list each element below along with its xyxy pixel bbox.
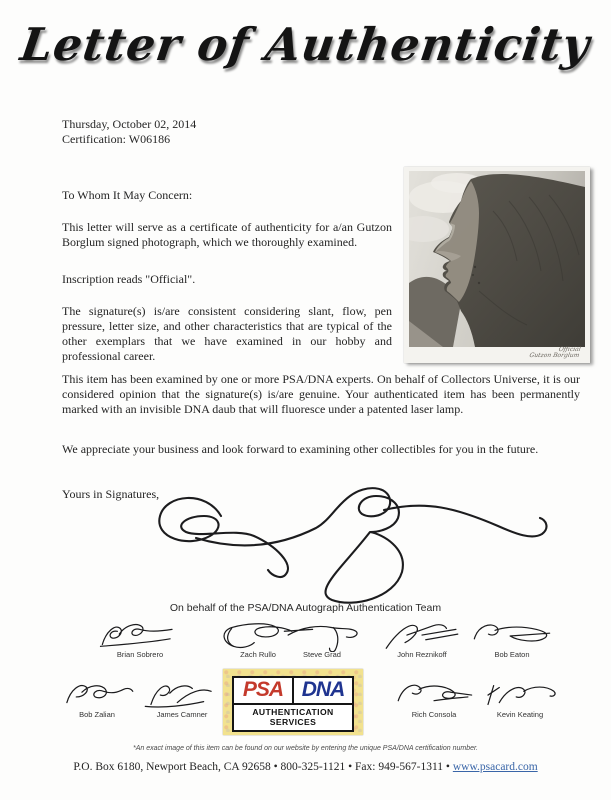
- signature-bob-zalian: [57, 680, 137, 712]
- master-signature: [126, 476, 566, 611]
- website-link[interactable]: www.psacard.com: [452, 761, 538, 773]
- photo-inscription: Official Gutzon Borglum: [528, 346, 582, 359]
- team-member-kevin-keating: [478, 680, 562, 719]
- paragraph-inscription: Inscription reads "Official".: [62, 272, 196, 286]
- team-member-bob-eaton: [466, 620, 558, 659]
- letter-title: Letter of Authenticity: [17, 18, 594, 71]
- team-member-name: Zach Rullo: [240, 650, 276, 659]
- signature-kevin-keating: [478, 680, 562, 712]
- logo-psa-text: PSA: [234, 678, 294, 703]
- closing-line: Yours in Signatures,: [62, 487, 160, 501]
- team-member-name: Rich Consola: [411, 710, 457, 719]
- signature-james-camner: [139, 680, 225, 712]
- signature-steve-grad: [278, 620, 366, 652]
- logo-subtitle: AUTHENTICATION SERVICES: [252, 707, 334, 727]
- paragraph-examined: This item has been examined by one or more PSA/DNA experts. On behalf of Collectors Universe, it is our considered opinion that the signature(s) is/are genuine. Your authenticated item has been permanently marked with an invisible DNA daub that will fluoresce under a patented laser lamp.: [62, 372, 580, 416]
- team-member-name: Steve Grad: [303, 650, 341, 659]
- signature-bob-eaton: [466, 620, 558, 652]
- psa-dna-logo-box: [232, 676, 354, 732]
- paragraph-certificate: This letter will serve as a certificate of authenticity for a/an Gutzon Borglum signed photograph, which we thoroughly examined.: [62, 220, 392, 249]
- letter-date: Thursday, October 02, 2014: [62, 117, 197, 131]
- rushmore-photo-image: [409, 171, 585, 347]
- psa-dna-logo: [223, 669, 363, 735]
- team-member-name: Bob Eaton: [494, 650, 530, 659]
- salutation: To Whom It May Concern:: [62, 188, 193, 202]
- signature-rich-consola: [390, 680, 478, 712]
- team-member-bob-zalian: [57, 680, 137, 719]
- address-line: [0, 761, 611, 773]
- team-member-brian-sobrero: [94, 620, 186, 659]
- team-member-steve-grad: [278, 620, 366, 659]
- team-member-name: James Camner: [156, 710, 208, 719]
- team-member-name: Kevin Keating: [496, 710, 544, 719]
- team-member-rich-consola: [390, 680, 478, 719]
- paragraph-appreciation: We appreciate your business and look forward to examining other collectibles for you in the future.: [62, 442, 539, 456]
- signature-john-reznikoff: [376, 620, 468, 652]
- address-text: P.O. Box 6180, Newport Beach, CA 92658 • 800-325-1121 • Fax: 949-567-1311 •: [73, 761, 453, 773]
- team-member-name: John Reznikoff: [397, 650, 447, 659]
- logo-dna-text: DNA: [301, 678, 345, 701]
- team-member-james-camner: [139, 680, 225, 719]
- team-member-john-reznikoff: [376, 620, 468, 659]
- signature-brian-sobrero: [94, 620, 186, 652]
- title-container: [0, 18, 611, 71]
- letter-meta: [62, 117, 196, 147]
- team-member-name: Brian Sobrero: [116, 650, 164, 659]
- team-member-name: Bob Zalian: [79, 710, 115, 719]
- paragraph-consistency: The signature(s) is/are consistent considering slant, flow, pen pressure, letter size, and other characteristics that are typical of the other exemplars that we have examined in our hobby and professional career.: [62, 304, 392, 363]
- certification-number: Certification: W06186: [62, 132, 171, 146]
- authenticated-photo: [404, 167, 590, 363]
- team-heading: On behalf of the PSA/DNA Autograph Authentication Team: [169, 602, 442, 614]
- footnote: *An exact image of this item can be found on our website by entering the unique PSA/DNA certification number.: [132, 745, 478, 752]
